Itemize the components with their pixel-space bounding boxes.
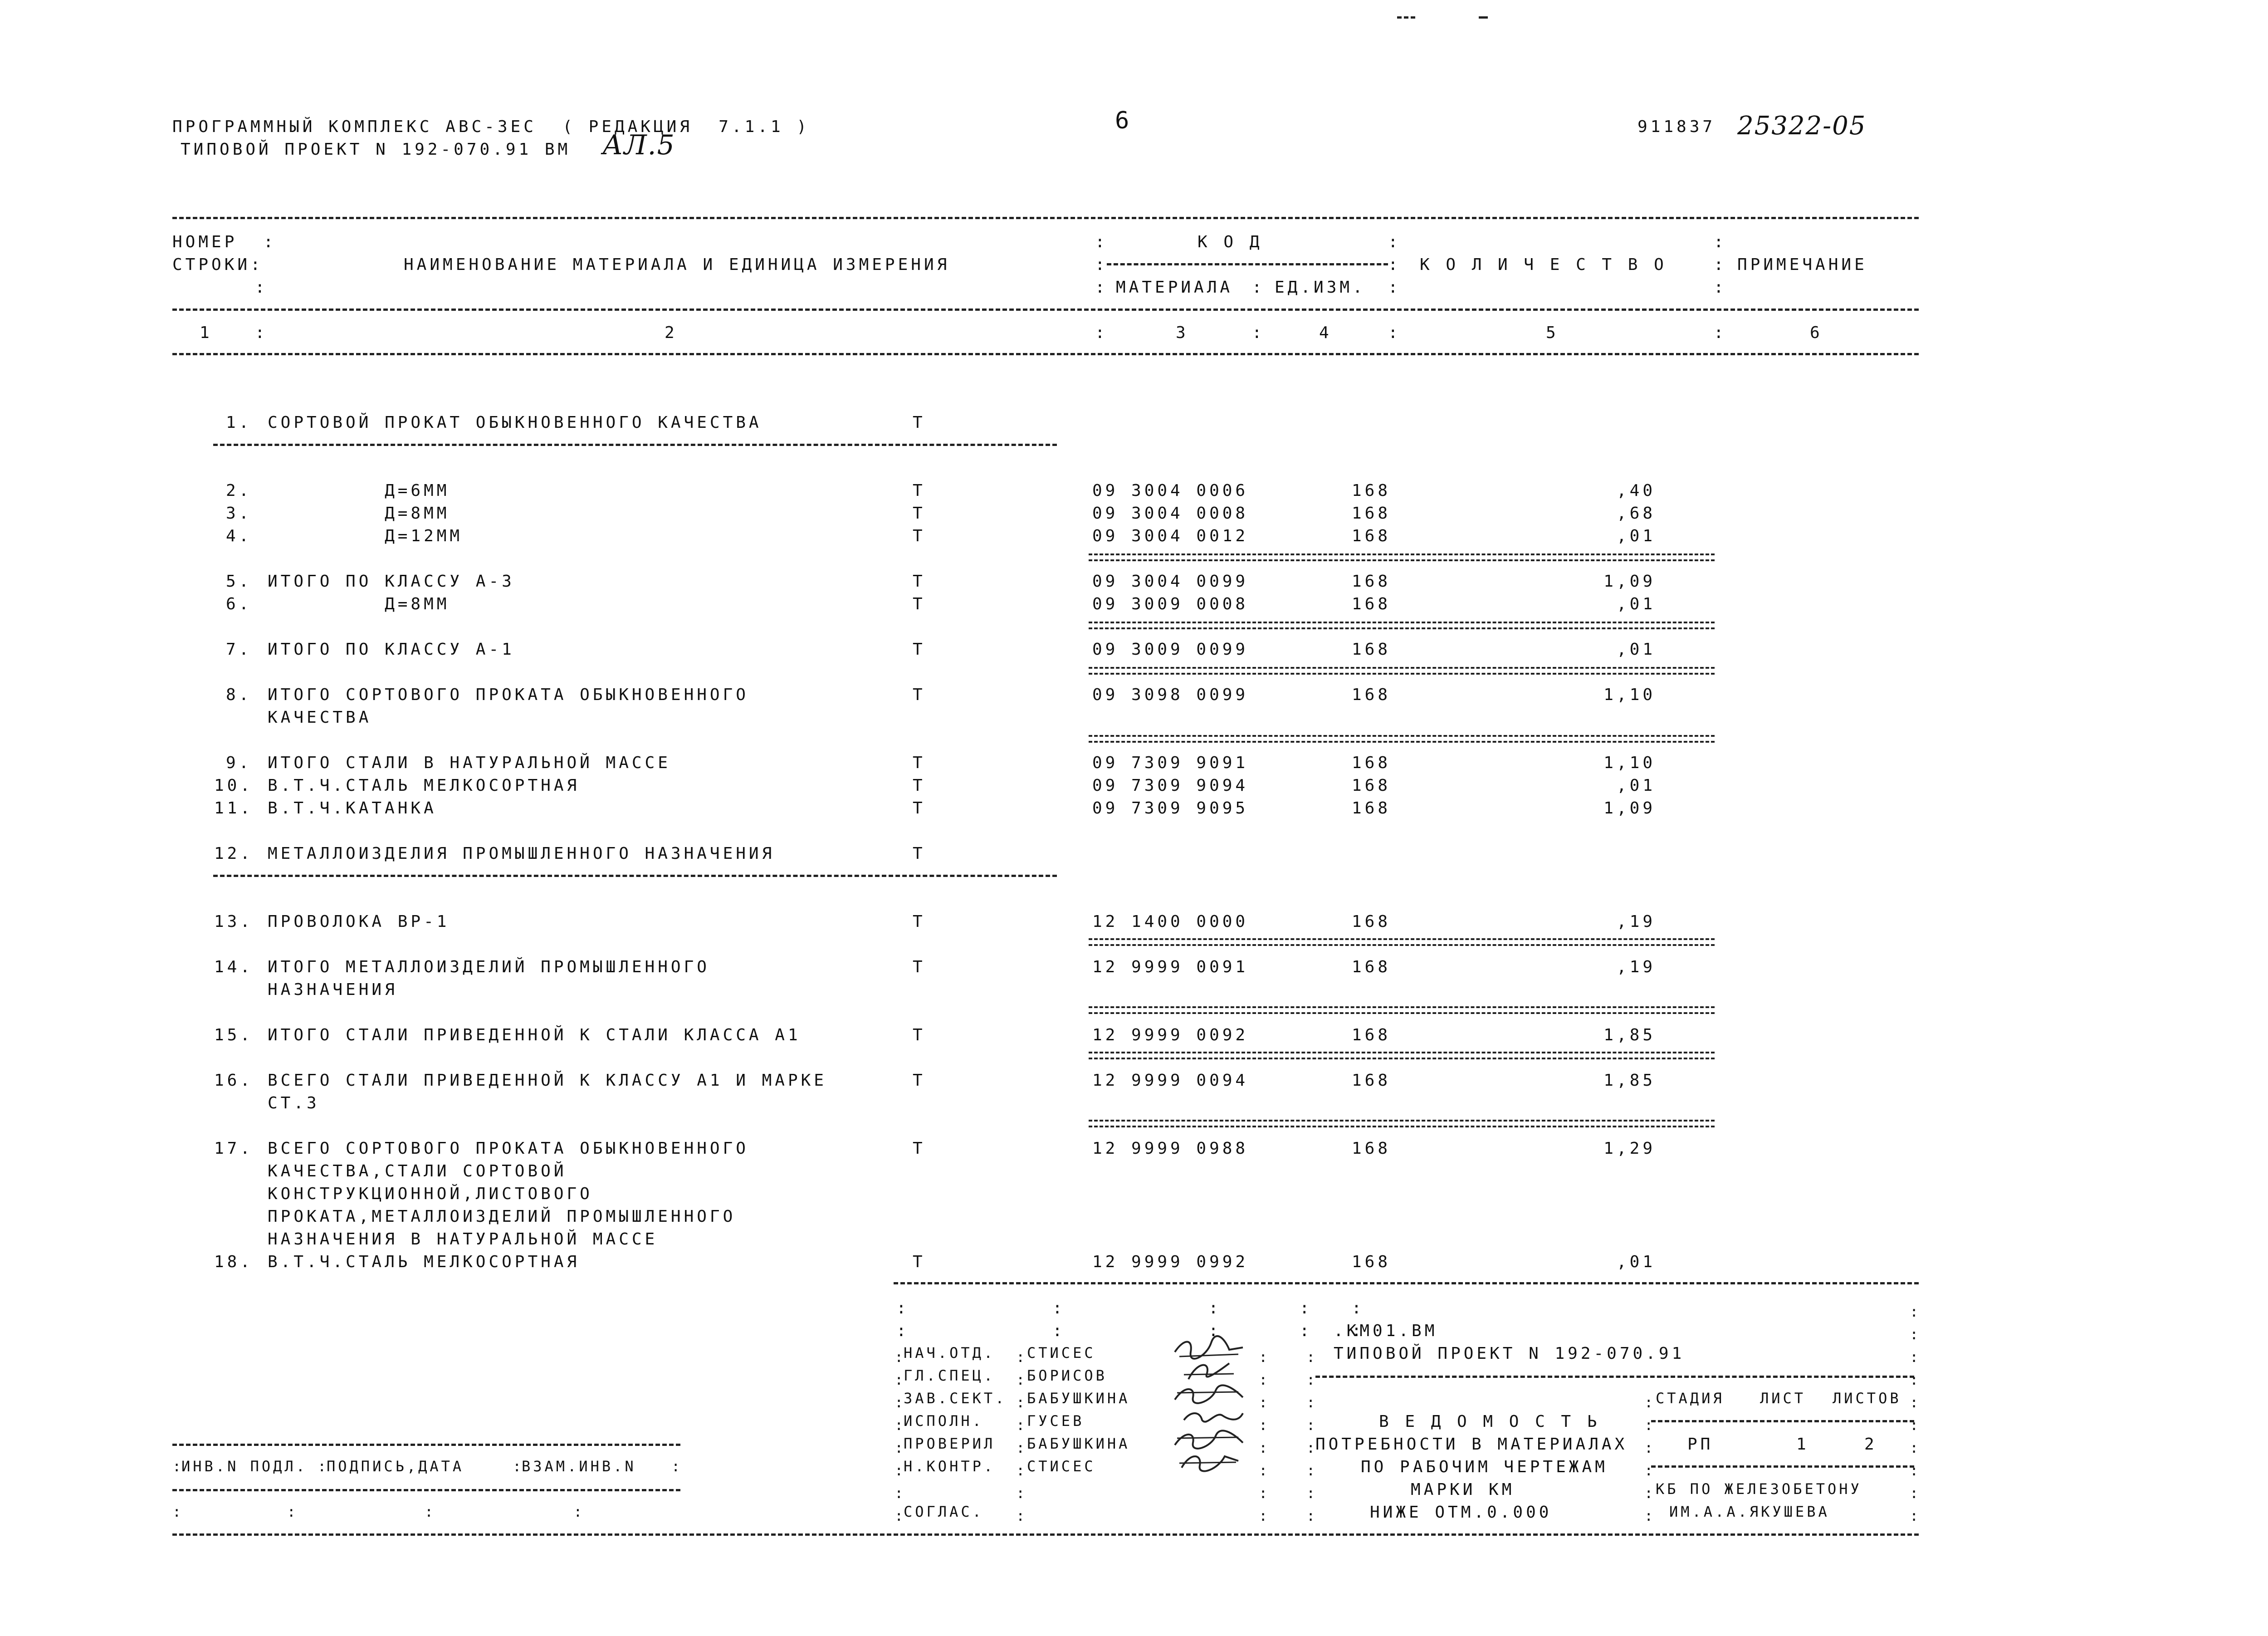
row-17-qty: 1,29: [1603, 1139, 1656, 1158]
row-3-number: 3.: [226, 504, 252, 523]
stage-value: РП: [1687, 1435, 1714, 1454]
row-11-number: 11.: [214, 799, 254, 818]
col-sep-2c: :: [1388, 278, 1401, 297]
stamp-colons-mid: : : : : : :: [1644, 1394, 1656, 1524]
inventory-colons-3: :: [513, 1458, 524, 1475]
row-14-code: 12 9999 0091: [1092, 958, 1249, 976]
stamp-grid-row-0: : : : : :: [896, 1299, 1365, 1318]
col-code-unit: ЕД.ИЗМ.: [1275, 278, 1366, 297]
row-14-ed: 168: [1352, 958, 1391, 976]
row-17-name-cont-4: НАЗНАЧЕНИЯ В НАТУРАЛЬНОЙ МАССЕ: [268, 1230, 658, 1249]
row-10-code: 09 7309 9094: [1092, 776, 1249, 795]
row-5-number: 5.: [226, 572, 252, 591]
row-13-unit: Т: [913, 912, 926, 931]
stage-rule: [1651, 1420, 1914, 1422]
stamp-title-3: ПО РАБОЧИМ ЧЕРТЕЖАМ: [1361, 1458, 1608, 1476]
row-18-ed: 168: [1352, 1253, 1391, 1271]
section-2-rule: [213, 875, 1057, 877]
inventory-signature-date: ПОДПИСЬ,ДАТА: [327, 1458, 464, 1475]
row-5-unit: Т: [913, 572, 926, 591]
col-code-material: МАТЕРИАЛА: [1116, 278, 1233, 297]
col-sep-2: :: [1388, 233, 1401, 251]
inventory-mid-rule: [172, 1489, 680, 1491]
row-3-code: 09 3004 0008: [1092, 504, 1249, 523]
sheets-value: 2: [1864, 1435, 1877, 1454]
stamp-project-rule: [1315, 1376, 1914, 1378]
row-15-unit: Т: [913, 1026, 926, 1044]
row-9-code: 09 7309 9091: [1092, 754, 1249, 772]
col-name-header: НАИМЕНОВАНИЕ МАТЕРИАЛА И ЕДИНИЦА ИЗМЕРЕНИЯ: [404, 255, 950, 274]
header-mid-rule: [172, 309, 1919, 311]
row-17-ed: 168: [1352, 1139, 1391, 1158]
stamp-name-3: БАБУШКИНА: [1027, 1390, 1130, 1407]
row-8-code: 09 3098 0099: [1092, 686, 1249, 704]
row-10-qty: ,01: [1616, 776, 1656, 795]
row-14-qty: ,19: [1616, 958, 1656, 976]
signature-6: [1175, 1447, 1243, 1474]
page-bottom-rule: [172, 1533, 1919, 1536]
row-15-ed: 168: [1352, 1026, 1391, 1044]
row-17-name-cont-2: КОНСТРУКЦИОННОЙ,ЛИСТОВОГО: [268, 1185, 593, 1203]
row-8-ed: 168: [1352, 686, 1391, 704]
row-7-code: 09 3009 0099: [1092, 640, 1249, 659]
row-18-number: 18.: [214, 1253, 254, 1271]
inventory-colons-2: :: [318, 1458, 329, 1475]
row-13-qty: ,19: [1616, 912, 1656, 931]
row-15-number: 15.: [214, 1026, 254, 1044]
row-15-qty: 1,85: [1603, 1026, 1656, 1044]
inventory-replaces: ВЗАМ.ИНВ.N: [522, 1458, 636, 1475]
row-3-unit: Т: [913, 504, 926, 523]
row-8-qty: 1,10: [1603, 686, 1656, 704]
row-16-name-cont: СТ.3: [268, 1094, 320, 1112]
col-quantity-header: К О Л И Ч Е С Т В О: [1420, 255, 1667, 274]
row-17-unit: Т: [913, 1139, 926, 1158]
stamp-colons-c: : : : : : : : :: [1259, 1348, 1271, 1524]
stamp-title-2: ПОТРЕБНОСТИ В МАТЕРИАЛАХ: [1315, 1435, 1628, 1454]
stamp-role-3: ЗАВ.СЕКТ.: [904, 1390, 1007, 1407]
stamp-role-5: ПРОВЕРИЛ: [904, 1435, 996, 1452]
row-16-ed: 168: [1352, 1071, 1391, 1090]
inventory-colons-4: :: [671, 1458, 683, 1475]
row-6-name: Д=8ММ: [268, 595, 450, 613]
row-15-code: 12 9999 0092: [1092, 1026, 1249, 1044]
col-note-header: ПРИМЕЧАНИЕ: [1737, 255, 1867, 274]
row-6-code: 09 3009 0008: [1092, 595, 1249, 613]
row-13-number: 13.: [214, 912, 254, 931]
row-11-code: 09 7309 9095: [1092, 799, 1249, 818]
col-sep-3b: :: [1714, 255, 1727, 274]
row-10-name: В.Т.Ч.СТАЛЬ МЕЛКОСОРТНАЯ: [268, 776, 580, 795]
row-3-qty: ,68: [1616, 504, 1656, 523]
col-sep-i2: :: [1095, 323, 1108, 342]
row-17-name-cont-1: КАЧЕСТВА,СТАЛИ СОРТОВОЙ: [268, 1162, 567, 1180]
row-6-number: 6.: [226, 595, 252, 613]
row-14-name-cont: НАЗНАЧЕНИЯ: [268, 980, 398, 999]
row-4-number: 4.: [226, 527, 252, 545]
subtotal-rule: [1089, 1120, 1715, 1127]
subtotal-rule: [1089, 553, 1715, 561]
stamp-colons-left: : : : : : : : :: [894, 1348, 906, 1524]
row-9-number: 9.: [226, 754, 252, 772]
header-bottom-rule: [172, 353, 1919, 355]
row-5-ed: 168: [1352, 572, 1391, 591]
stamp-mark: .КМ01.ВМ: [1334, 1322, 1438, 1340]
col-index-3: 3: [1176, 323, 1189, 342]
stamp-colons-d: : : : : : : : :: [1306, 1348, 1318, 1524]
row-4-code: 09 3004 0012: [1092, 527, 1249, 545]
stamp-title-5: НИЖЕ ОТМ.0.000: [1370, 1503, 1552, 1522]
stamp-role-8: СОГЛАС.: [904, 1503, 984, 1520]
stamp-role-4: ИСПОЛН.: [904, 1412, 984, 1430]
row-9-name: ИТОГО СТАЛИ В НАТУРАЛЬНОЙ МАССЕ: [268, 754, 671, 772]
col-sep-2b: :: [1388, 255, 1401, 274]
row-16-unit: Т: [913, 1071, 926, 1090]
row-3-ed: 168: [1352, 504, 1391, 523]
page-number: 6: [1115, 107, 1133, 134]
header-top-rule: [172, 217, 1919, 219]
code-split-rule: [1107, 263, 1388, 265]
row-6-ed: 168: [1352, 595, 1391, 613]
row-3-name: Д=8ММ: [268, 504, 450, 523]
project-mark-handwritten: АЛ.5: [602, 129, 675, 161]
col-number-label-2: СТРОКИ:: [172, 255, 264, 274]
subtotal-rule: [1089, 735, 1715, 743]
document-code: 911837: [1637, 118, 1716, 136]
stamp-name-2: БОРИСОВ: [1027, 1367, 1107, 1384]
row-2-name: Д=6ММ: [268, 481, 450, 500]
row-7-name: ИТОГО ПО КЛАССУ А-1: [268, 640, 515, 659]
row-4-qty: ,01: [1616, 527, 1656, 545]
row-2-unit: Т: [913, 481, 926, 500]
col-index-4: 4: [1319, 323, 1332, 342]
stamp-grid-row-0b: : : : : :: [896, 1322, 1365, 1340]
row-18-qty: ,01: [1616, 1253, 1656, 1271]
stamp-colons-a: : : : : : : : :: [1016, 1348, 1028, 1524]
col-index-2: 2: [665, 323, 678, 342]
stamp-title-1: В Е Д О М О С Т Ь: [1379, 1412, 1600, 1431]
row-18-code: 12 9999 0992: [1092, 1253, 1249, 1271]
col-index-1: 1: [200, 323, 213, 342]
stamp-project: ТИПОВОЙ ПРОЕКТ N 192-070.91: [1334, 1344, 1685, 1363]
row-12-unit: Т: [913, 844, 926, 863]
row-5-qty: 1,09: [1603, 572, 1656, 591]
row-17-name: ВСЕГО СОРТОВОГО ПРОКАТА ОБЫКНОВЕННОГО: [268, 1139, 749, 1158]
stamp-role-6: Н.КОНТР.: [904, 1458, 996, 1475]
stamp-name-1: СТИСЕС: [1027, 1344, 1096, 1362]
row-15-name: ИТОГО СТАЛИ ПРИВЕДЕННОЙ К СТАЛИ КЛАССА А1: [268, 1026, 801, 1044]
row-12-number: 12.: [214, 844, 254, 863]
stamp-name-5: БАБУШКИНА: [1027, 1435, 1130, 1452]
row-2-code: 09 3004 0006: [1092, 481, 1249, 500]
row-16-qty: 1,85: [1603, 1071, 1656, 1090]
row-10-ed: 168: [1352, 776, 1391, 795]
row-7-unit: Т: [913, 640, 926, 659]
row-9-ed: 168: [1352, 754, 1391, 772]
subtotal-rule: [1089, 1052, 1715, 1059]
row-4-unit: Т: [913, 527, 926, 545]
stage-label: СТАДИЯ: [1656, 1390, 1725, 1407]
inventory-inv-no: ИНВ.N ПОДЛ.: [181, 1458, 308, 1475]
row-7-ed: 168: [1352, 640, 1391, 659]
stamp-name-6: СТИСЕС: [1027, 1458, 1096, 1475]
stamp-name-4: ГУСЕВ: [1027, 1412, 1085, 1430]
row-6-qty: ,01: [1616, 595, 1656, 613]
project-line: ТИПОВОЙ ПРОЕКТ N 192-070.91 ВМ: [181, 140, 571, 159]
row-9-qty: 1,10: [1603, 754, 1656, 772]
row-18-unit: Т: [913, 1253, 926, 1271]
stamp-top-rule: [894, 1282, 1919, 1284]
inventory-colons-1: :: [172, 1458, 184, 1475]
row-8-number: 8.: [226, 686, 252, 704]
row-13-ed: 168: [1352, 912, 1391, 931]
subtotal-rule: [1089, 667, 1715, 675]
subtotal-rule: [1089, 1006, 1715, 1014]
row-12-name: МЕТАЛЛОИЗДЕЛИЯ ПРОМЫШЛЕННОГО НАЗНАЧЕНИЯ: [268, 844, 775, 863]
row-7-number: 7.: [226, 640, 252, 659]
row-8-unit: Т: [913, 686, 926, 704]
row-8-name-cont: КАЧЕСТВА: [268, 708, 372, 727]
row-2-number: 2.: [226, 481, 252, 500]
col-sep-1: :: [1095, 233, 1108, 251]
col-code-header: К О Д: [1198, 233, 1263, 251]
row-13-code: 12 1400 0000: [1092, 912, 1249, 931]
sheet-value: 1: [1796, 1435, 1809, 1454]
row-11-unit: Т: [913, 799, 926, 818]
document-code-handwritten: 25322-05: [1737, 111, 1867, 141]
row-7-qty: ,01: [1616, 640, 1656, 659]
stamp-colons-right: : : : : : : : : : :: [1910, 1303, 1921, 1524]
col-sep-mid: :: [1252, 278, 1265, 297]
col-index-6: 6: [1810, 323, 1823, 342]
row-18-name: В.Т.Ч.СТАЛЬ МЕЛКОСОРТНАЯ: [268, 1253, 580, 1271]
stamp-title-4: МАРКИ КМ: [1411, 1480, 1515, 1499]
subtotal-rule: [1089, 622, 1715, 629]
row-14-number: 14.: [214, 958, 254, 976]
stamp-role-2: ГЛ.СПЕЦ.: [904, 1367, 996, 1384]
sheet-label: ЛИСТ: [1760, 1390, 1806, 1407]
row-5-code: 09 3004 0099: [1092, 572, 1249, 591]
stamp-role-1: НАЧ.ОТД.: [904, 1344, 996, 1362]
col-sep-3c: :: [1714, 278, 1727, 297]
row-8-name: ИТОГО СОРТОВОГО ПРОКАТА ОБЫКНОВЕННОГО: [268, 686, 749, 704]
org-rule: [1651, 1465, 1914, 1468]
row-4-ed: 168: [1352, 527, 1391, 545]
col-number-label-3: :: [255, 278, 268, 297]
col-sep-3: :: [1714, 233, 1727, 251]
row-10-unit: Т: [913, 776, 926, 795]
col-sep-1c: :: [1095, 278, 1108, 297]
row-16-code: 12 9999 0094: [1092, 1071, 1249, 1090]
row-6-unit: Т: [913, 595, 926, 613]
col-index-5: 5: [1546, 323, 1559, 342]
row-10-number: 10.: [214, 776, 254, 795]
row-11-name: В.Т.Ч.КАТАНКА: [268, 799, 437, 818]
sheets-label: ЛИСТОВ: [1833, 1390, 1901, 1407]
row-16-name: ВСЕГО СТАЛИ ПРИВЕДЕННОЙ К КЛАССУ А1 И МАРКЕ: [268, 1071, 827, 1090]
row-17-code: 12 9999 0988: [1092, 1139, 1249, 1158]
row-17-name-cont-3: ПРОКАТА,МЕТАЛЛОИЗДЕЛИЙ ПРОМЫШЛЕННОГО: [268, 1207, 736, 1226]
row-5-name: ИТОГО ПО КЛАССУ А-3: [268, 572, 515, 591]
row-9-unit: Т: [913, 754, 926, 772]
scan-mark: [1479, 16, 1488, 19]
row-1-number: 1.: [226, 413, 252, 432]
row-13-name: ПРОВОЛОКА ВР-1: [268, 912, 450, 931]
subtotal-rule: [1089, 938, 1715, 946]
row-11-qty: 1,09: [1603, 799, 1656, 818]
inventory-top-rule: [172, 1444, 680, 1446]
row-14-name: ИТОГО МЕТАЛЛОИЗДЕЛИЙ ПРОМЫШЛЕННОГО: [268, 958, 710, 976]
scan-mark: [1397, 16, 1415, 19]
org-line-1: КБ ПО ЖЕЛЕЗОБЕТОНУ: [1656, 1480, 1862, 1498]
col-sep-i1: :: [255, 323, 268, 342]
row-2-qty: ,40: [1616, 481, 1656, 500]
org-line-2: ИМ.А.А.ЯКУШЕВА: [1669, 1503, 1830, 1520]
col-sep-i3: :: [1252, 323, 1265, 342]
row-1-unit: Т: [913, 413, 926, 432]
row-1-name: СОРТОВОЙ ПРОКАТ ОБЫКНОВЕННОГО КАЧЕСТВА: [268, 413, 762, 432]
program-line: ПРОГРАММНЫЙ КОМПЛЕКС АВС-ЗЕС ( РЕДАКЦИЯ 7.1.1 ): [172, 118, 810, 136]
col-sep-i5: :: [1714, 323, 1727, 342]
col-sep-1b: :: [1095, 255, 1108, 274]
row-16-number: 16.: [214, 1071, 254, 1090]
section-1-rule: [213, 444, 1057, 446]
row-17-number: 17.: [214, 1139, 254, 1158]
row-11-ed: 168: [1352, 799, 1391, 818]
row-14-unit: Т: [913, 958, 926, 976]
col-number-label-1: НОМЕР :: [172, 233, 277, 251]
inventory-row-colons: : : : :: [172, 1503, 585, 1520]
col-sep-i4: :: [1388, 323, 1401, 342]
row-4-name: Д=12ММ: [268, 527, 463, 545]
row-2-ed: 168: [1352, 481, 1391, 500]
